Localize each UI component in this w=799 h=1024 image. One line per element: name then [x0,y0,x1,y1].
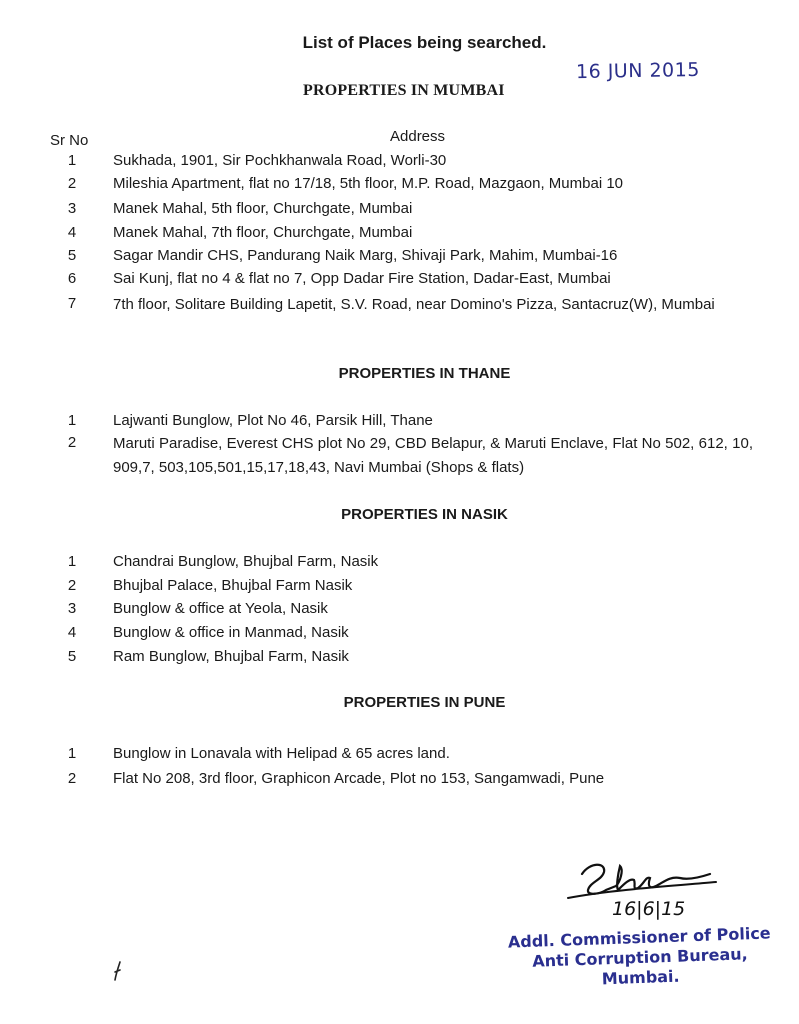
item-number: 2 [67,577,77,594]
item-number: 1 [67,553,77,570]
item-address: Manek Mahal, 5th floor, Churchgate, Mumbai [113,200,413,217]
section-title-thane: PROPERTIES IN THANE [338,365,511,382]
item-address: Sai Kunj, flat no 4 & flat no 7, Opp Dadar Fire Station, Dadar-East, Mumbai [113,270,611,287]
item-number: 6 [67,270,77,287]
item-address: Sagar Mandir CHS, Pandurang Naik Marg, Shivaji Park, Mahim, Mumbai-16 [113,247,618,264]
section-title-nasik: PROPERTIES IN NASIK [341,506,508,523]
section-title-pune: PROPERTIES IN PUNE [343,694,506,711]
item-number: 4 [67,224,77,241]
item-number: 2 [67,434,77,451]
item-number: 2 [67,770,77,787]
item-address: Chandrai Bunglow, Bhujbal Farm, Nasik [113,553,379,570]
document-title: List of Places being searched. [302,33,547,52]
item-address: Manek Mahal, 7th floor, Churchgate, Mumbai [113,224,413,241]
item-number: 1 [67,152,77,169]
item-address: Bhujbal Palace, Bhujbal Farm Nasik [113,577,353,594]
stamp-line: Addl. Commissioner of Police [507,923,771,952]
item-number: 3 [67,600,77,617]
column-header-address: Address [390,128,446,145]
item-address: Ram Bunglow, Bhujbal Farm, Nasik [113,648,349,665]
item-number: 3 [67,200,77,217]
item-address: Maruti Paradise, Everest CHS plot No 29, CBD Belapur, & Maruti Enclave, Flat No 502, 612, 10, 909,7, 503,105,501,15,17,18,43, Navi Mumbai (Shops & flats) [113,435,753,476]
item-number: 1 [67,412,77,429]
item-address: Sukhada, 1901, Sir Pochkhanwala Road, Worli-30 [113,152,447,169]
item-number: 5 [67,247,77,264]
item-address: Bunglow & office at Yeola, Nasik [113,600,328,617]
item-number: 7 [67,295,77,312]
stamp-line: Anti Corruption Bureau, [531,944,748,971]
item-address: Flat No 208, 3rd floor, Graphicon Arcade, Plot no 153, Sangamwadi, Pune [113,770,605,787]
item-address: Bunglow in Lonavala with Helipad & 65 acres land. [113,745,450,762]
item-address: Lajwanti Bunglow, Plot No 46, Parsik Hill, Thane [113,412,433,429]
signature-date: 16|6|15 [612,898,686,920]
office-stamp [499,923,781,993]
pen-mark [112,960,124,982]
item-number: 5 [67,648,77,665]
item-address: Mileshia Apartment, flat no 17/18, 5th floor, M.P. Road, Mazgaon, Mumbai 10 [113,175,624,192]
stamp-line: Mumbai. [601,966,680,989]
section-title-mumbai: PROPERTIES IN MUMBAI [303,82,505,99]
column-header-srno: Sr No [50,132,89,149]
item-address: 7th floor, Solitare Building Lapetit, S.V. Road, near Domino's Pizza, Santacruz(W), Mumbai [113,296,715,313]
item-number: 4 [67,624,77,641]
item-number: 1 [67,745,77,762]
date-stamp: 16 JUN 2015 [575,58,701,84]
item-number: 2 [67,175,77,192]
item-address: Bunglow & office in Manmad, Nasik [113,624,349,641]
